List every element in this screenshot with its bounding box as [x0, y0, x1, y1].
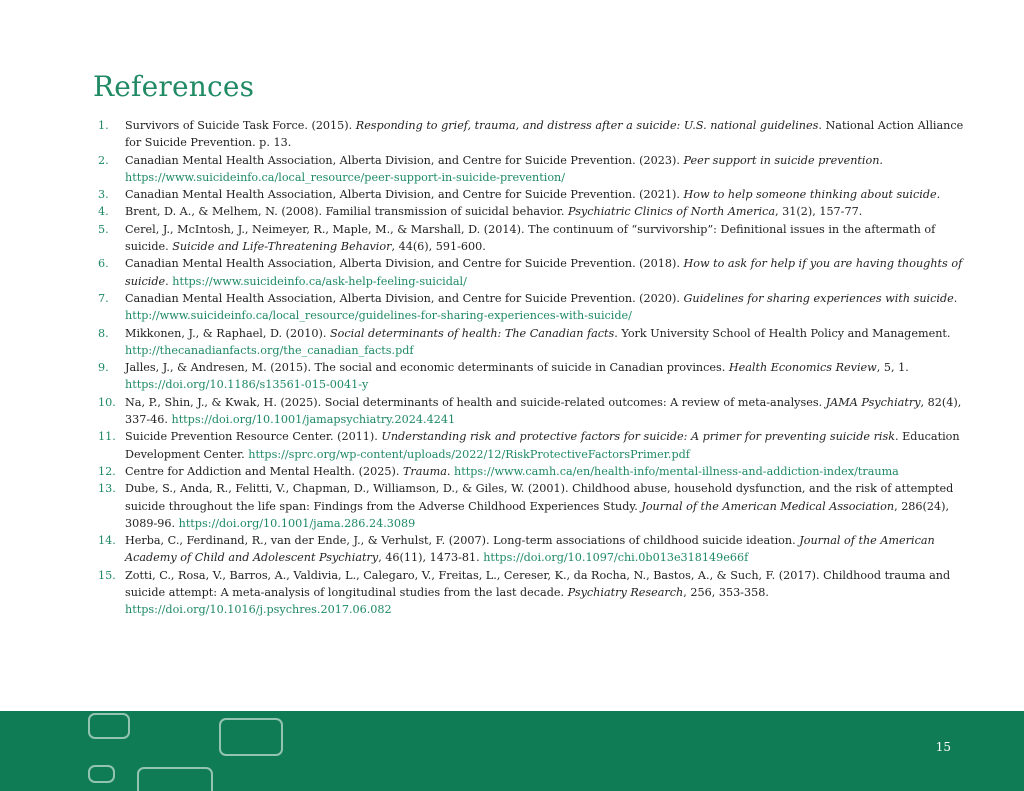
- reference-link[interactable]: https://www.camh.ca/en/health-info/mental-illness-and-addiction-index/trauma: [454, 464, 899, 478]
- reference-text: , 256, 353-358.: [683, 586, 769, 600]
- reference-link[interactable]: https://sprc.org/wp-content/uploads/2022/12/RiskProtectiveFactorsPrimer.pdf: [248, 447, 690, 461]
- reference-text: Dube, S., Anda, R., Felitti, V., Chapman, D., Williamson, D., & Giles, W. (2001). Childhood abuse, household dysfunction, and the risk of attempted suicide throughout the life span: Findings from the Adverse Childhood Experiences Study.: [125, 482, 954, 513]
- reference-item: [98, 221, 968, 256]
- reference-number: 10.: [98, 395, 116, 409]
- reference-number: 8.: [98, 326, 109, 340]
- reference-source-title: Social determinants of health: The Canadian facts: [329, 326, 615, 340]
- reference-link[interactable]: http://thecanadianfacts.org/the_canadian_facts.pdf: [125, 343, 414, 357]
- reference-text: Mikkonen, J., & Raphael, D. (2010).: [125, 326, 330, 340]
- reference-text: Canadian Mental Health Association, Alberta Division, and Centre for Suicide Prevention. (2021).: [125, 188, 684, 202]
- reference-item: [98, 203, 968, 220]
- reference-source-title: How to help someone thinking about suicide: [683, 188, 937, 202]
- decorative-rounded-square: [88, 713, 130, 739]
- reference-source-title: Journal of the American Academy of Child and Adolescent Psychiatry: [125, 534, 935, 565]
- reference-number: 4.: [98, 205, 109, 219]
- reference-text: , 82(4), 337-46.: [125, 395, 962, 427]
- reference-number: 14.: [98, 534, 116, 548]
- reference-text: , 5, 1.: [876, 361, 909, 375]
- references-list: [98, 117, 968, 619]
- reference-text: .: [936, 188, 941, 202]
- reference-link[interactable]: https://doi.org/10.1001/jama.286.24.3089: [178, 516, 416, 530]
- reference-text: . Education Development Center.: [125, 430, 960, 461]
- reference-link[interactable]: https://doi.org/10.1186/s13561-015-0041-y: [125, 378, 369, 392]
- reference-text: , 44(6), 591-600.: [391, 240, 486, 254]
- reference-source-title: Guidelines for sharing experiences with suicide: [683, 291, 954, 305]
- reference-text: Canadian Mental Health Association, Alberta Division, and Centre for Suicide Prevention. (2023).: [125, 153, 684, 167]
- reference-item: [98, 359, 968, 394]
- reference-item: [98, 117, 968, 152]
- reference-source-title: JAMA Psychiatry: [825, 395, 921, 409]
- decorative-rounded-square: [219, 718, 283, 756]
- reference-text: .: [879, 153, 883, 167]
- reference-source-title: Suicide and Life-Threatening Behavior: [172, 240, 392, 254]
- reference-number: 13.: [98, 482, 116, 496]
- reference-text: . York University School of Health Policy and Management.: [614, 326, 951, 340]
- reference-text: Canadian Mental Health Association, Alberta Division, and Centre for Suicide Prevention. (2020).: [125, 291, 684, 305]
- reference-text: Suicide Prevention Resource Center. (2011).: [125, 430, 382, 444]
- reference-item: [98, 255, 968, 290]
- reference-item: [98, 394, 968, 429]
- reference-number: 9.: [98, 361, 109, 375]
- reference-text: . National Action Alliance for Suicide Prevention. p. 13.: [125, 119, 964, 150]
- reference-item: [98, 532, 968, 567]
- reference-text: .: [165, 274, 173, 288]
- reference-item: [98, 428, 968, 463]
- reference-source-title: Trauma: [402, 464, 447, 478]
- footer-band: [0, 711, 1024, 791]
- reference-text: Centre for Addiction and Mental Health. (2025).: [125, 464, 403, 478]
- reference-item: [98, 186, 968, 203]
- reference-text: , 286(24), 3089-96.: [125, 499, 950, 530]
- reference-text: Survivors of Suicide Task Force. (2015).: [125, 119, 356, 132]
- reference-item: [98, 463, 968, 480]
- reference-text: , 31(2), 157-77.: [775, 205, 863, 219]
- reference-number: 2.: [98, 153, 109, 167]
- reference-text: Zotti, C., Rosa, V., Barros, A., Valdivia, L., Calegaro, V., Freitas, L., Cereser, K., da Rocha, N., Bastos, A., & Such, F. (2017). Childhood trauma and suicide attempt: A meta-analysis of longitudinal studies from the last decade.: [125, 568, 951, 600]
- reference-source-title: Understanding risk and protective factors for suicide: A primer for preventing suicide risk: [381, 430, 896, 444]
- reference-link[interactable]: https://www.suicideinfo.ca/ask-help-feeling-suicidal/: [172, 274, 467, 288]
- reference-text: Cerel, J., McIntosh, J., Neimeyer, R., Maple, M., & Marshall, D. (2014). The continuum of “survivorship”: Definitional issues in the aftermath of suicide.: [125, 222, 936, 254]
- reference-number: 15.: [98, 568, 116, 582]
- reference-text: Brent, D. A., & Melhem, N. (2008). Familial transmission of suicidal behavior.: [125, 205, 568, 219]
- reference-text: .: [953, 291, 958, 305]
- reference-text: Herba, C., Ferdinand, R., van der Ende, J., & Verhulst, F. (2007). Long-term associations of childhood suicide ideation.: [125, 534, 800, 548]
- reference-source-title: Responding to grief, trauma, and distress after a suicide: U.S. national guidelines: [355, 119, 819, 132]
- decorative-rounded-square: [137, 767, 213, 791]
- reference-number: 12.: [98, 464, 116, 478]
- reference-item: [98, 480, 968, 532]
- reference-text: Na, P., Shin, J., & Kwak, H. (2025). Social determinants of health and suicide-related outcomes: A review of meta-analyses.: [125, 395, 826, 409]
- page-title: References: [93, 70, 255, 103]
- reference-text: Canadian Mental Health Association, Alberta Division, and Centre for Suicide Prevention. (2018).: [125, 257, 684, 271]
- reference-link[interactable]: https://doi.org/10.1016/j.psychres.2017.06.082: [125, 603, 392, 617]
- reference-text: .: [446, 464, 455, 478]
- reference-link[interactable]: https://doi.org/10.1001/jamapsychiatry.2024.4241: [171, 413, 456, 427]
- reference-source-title: Psychiatric Clinics of North America: [567, 205, 776, 219]
- reference-text: Jalles, J., & Andresen, M. (2015). The social and economic determinants of suicide in Canadian provinces.: [125, 361, 729, 375]
- reference-source-title: Journal of the American Medical Association: [641, 499, 895, 513]
- reference-number: 5.: [98, 222, 109, 236]
- reference-source-title: Peer support in suicide prevention: [683, 153, 880, 167]
- reference-source-title: Psychiatry Research: [567, 586, 684, 600]
- reference-source-title: Health Economics Review: [728, 361, 877, 375]
- page-number: 15: [935, 740, 951, 754]
- reference-source-title: How to ask for help if you are having thoughts of suicide: [125, 257, 963, 288]
- reference-text: , 46(11), 1473-81.: [378, 551, 484, 565]
- reference-number: 7.: [98, 291, 109, 305]
- reference-link[interactable]: https://doi.org/10.1097/chi.0b013e318149e66f: [483, 551, 749, 565]
- reference-number: 11.: [98, 430, 116, 444]
- reference-item: [98, 325, 968, 360]
- reference-number: 3.: [98, 188, 109, 202]
- reference-link[interactable]: http://www.suicideinfo.ca/local_resource/guidelines-for-sharing-experiences-with-suicide/: [125, 309, 632, 323]
- reference-item: [98, 567, 968, 619]
- reference-link[interactable]: https://www.suicideinfo.ca/local_resource/peer-support-in-suicide-prevention/: [125, 170, 566, 184]
- decorative-rounded-square: [88, 765, 115, 783]
- reference-item: [98, 290, 968, 325]
- reference-item: [98, 152, 968, 187]
- reference-number: 1.: [98, 119, 109, 132]
- reference-number: 6.: [98, 257, 109, 271]
